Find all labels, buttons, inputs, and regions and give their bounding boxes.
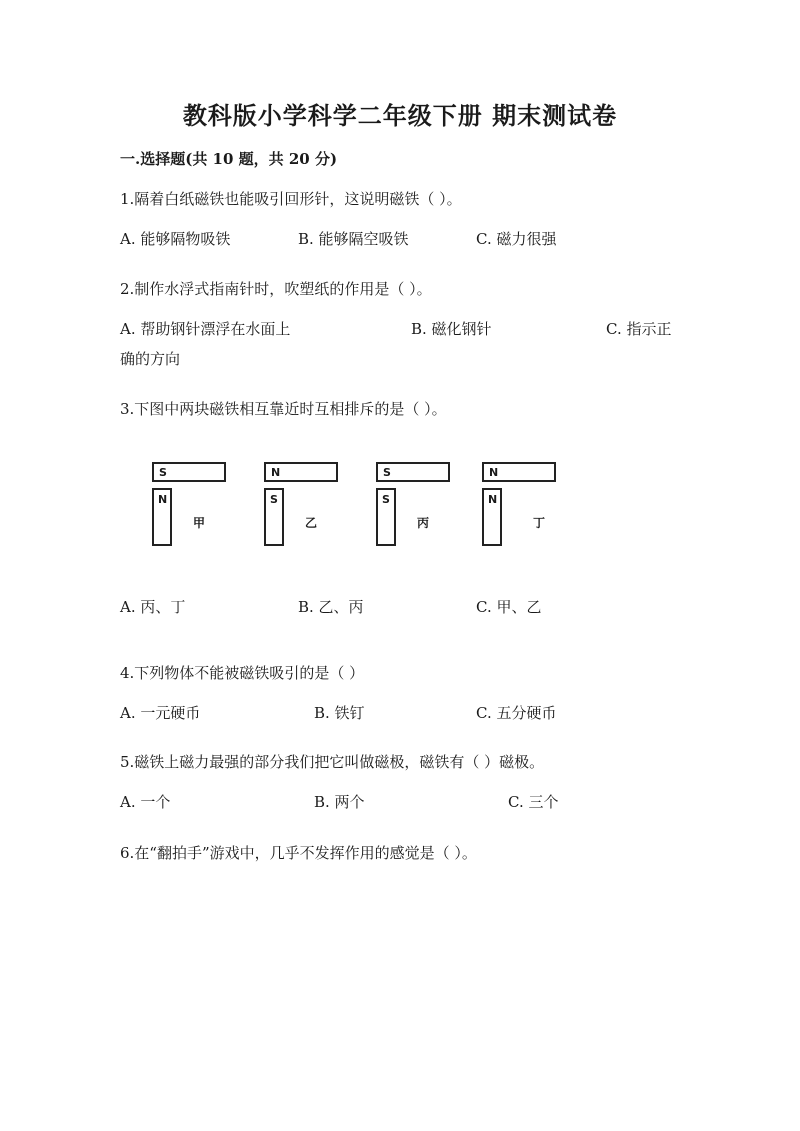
magnet-pair-ding: [475, 458, 555, 553]
question-2-option-c-continuation: 确的方向: [120, 350, 181, 368]
magnet-pair-bing: [369, 458, 449, 553]
pole-label: S: [383, 466, 391, 479]
magnet-pair-label: 丙: [417, 516, 430, 530]
question-1-option-b: B. 能够隔空吸铁: [298, 230, 409, 248]
question-2-stem: 2.制作水浮式指南针时，吹塑纸的作用是（ ）。: [120, 280, 432, 298]
question-6-stem: 6.在“翻拍手”游戏中，几乎不发挥作用的感觉是（ ）。: [120, 844, 477, 862]
question-1-option-a: A. 能够隔物吸铁: [120, 230, 231, 248]
question-3-option-c: C. 甲、乙: [476, 598, 542, 616]
question-5-option-b: B. 两个: [314, 793, 365, 811]
question-3-stem: 3.下图中两块磁铁相互靠近时互相排斥的是（ ）。: [120, 400, 447, 418]
question-5-option-a: A. 一个: [120, 793, 171, 811]
vertical-magnet: [376, 488, 396, 546]
magnet-pair-label: 乙: [305, 516, 318, 530]
magnet-pair-label: 甲: [193, 516, 206, 530]
pole-label: N: [489, 466, 499, 479]
question-5-option-c: C. 三个: [508, 793, 559, 811]
magnet-pair-jia: [145, 458, 225, 553]
question-3-option-b: B. 乙、丙: [298, 598, 364, 616]
magnet-pair-label: 丁: [533, 516, 546, 530]
question-2-option-a: A. 帮助钢针漂浮在水面上: [120, 320, 291, 338]
magnet-pair-yi: [257, 458, 337, 553]
horizontal-magnet: [264, 462, 338, 482]
horizontal-magnet: [152, 462, 226, 482]
pole-label: S: [270, 493, 278, 506]
magnet-figure: [145, 458, 575, 553]
pole-label: N: [158, 493, 168, 506]
pole-label: N: [488, 493, 498, 506]
question-2-option-c: C. 指示正: [606, 320, 672, 338]
question-5-stem: 5.磁铁上磁力最强的部分我们把它叫做磁极，磁铁有（ ）磁极。: [120, 753, 545, 771]
pole-label: S: [159, 466, 167, 479]
vertical-magnet: [482, 488, 502, 546]
pole-label: S: [382, 493, 390, 506]
question-2-option-b: B. 磁化钢针: [411, 320, 492, 338]
vertical-magnet: [264, 488, 284, 546]
question-3-option-a: A. 丙、丁: [120, 598, 186, 616]
question-1-stem: 1.隔着白纸磁铁也能吸引回形针，这说明磁铁（ ）。: [120, 190, 462, 208]
page-title: 教科版小学科学二年级下册 期末测试卷: [182, 101, 618, 130]
question-4-option-b: B. 铁钉: [314, 704, 365, 722]
question-1-option-c: C. 磁力很强: [476, 230, 557, 248]
section-heading: 一.选择题(共 10 题，共 20 分): [120, 150, 338, 168]
horizontal-magnet: [482, 462, 556, 482]
pole-label: N: [271, 466, 281, 479]
question-4-option-c: C. 五分硬币: [476, 704, 557, 722]
horizontal-magnet: [376, 462, 450, 482]
question-4-stem: 4.下列物体不能被磁铁吸引的是（ ）: [120, 664, 365, 682]
question-4-option-a: A. 一元硬币: [120, 704, 201, 722]
vertical-magnet: [152, 488, 172, 546]
